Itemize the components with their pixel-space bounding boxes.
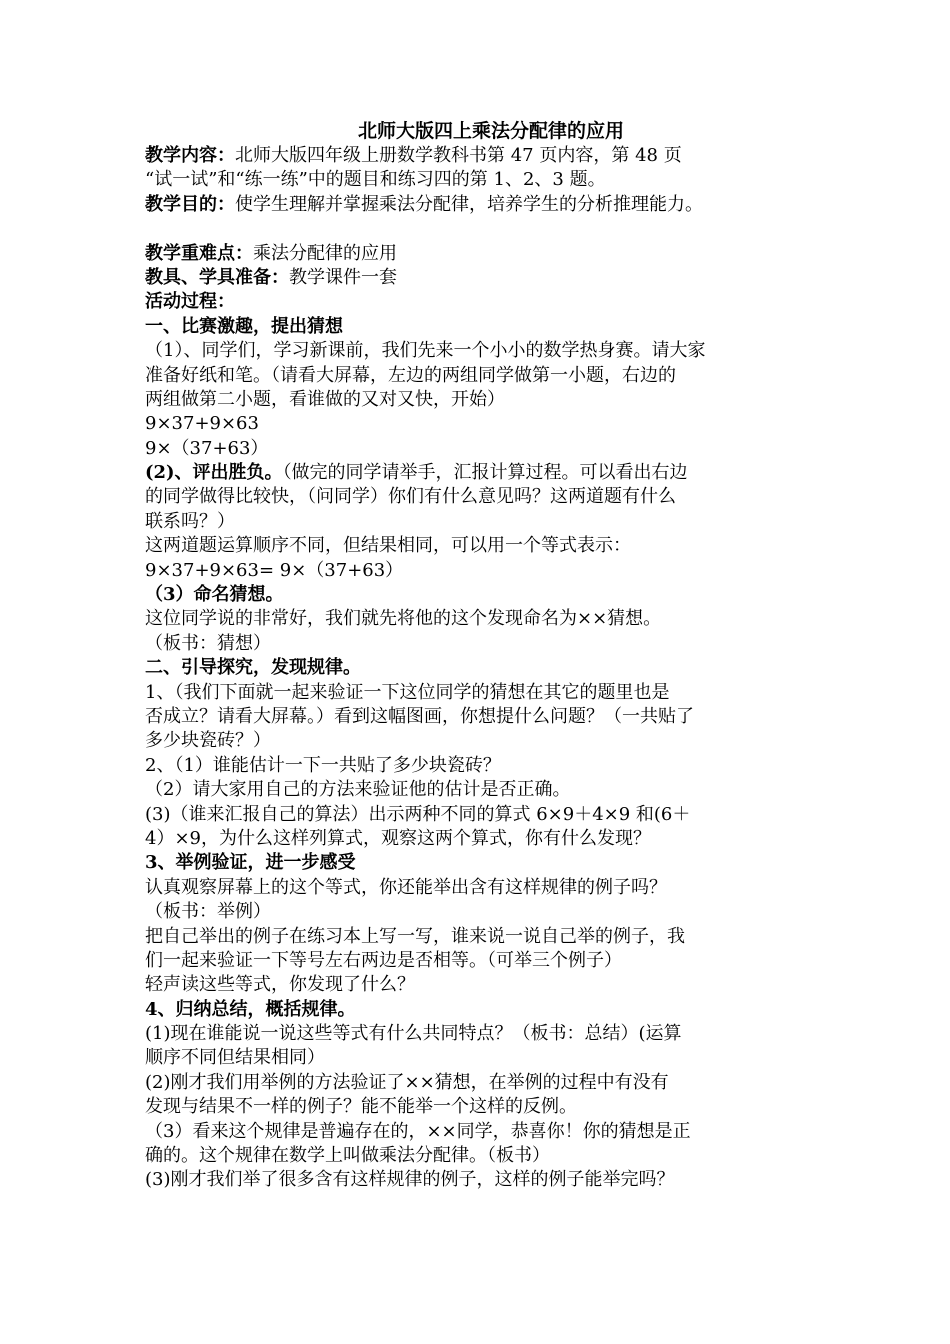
s2-p1-line-2: 否成立？请看大屏幕。）看到这幅图画，你想提什么问题？（一共贴了 xyxy=(145,705,694,727)
goal-label: 教学目的： xyxy=(145,193,235,215)
s2-p3: （2）请大家用自己的方法来验证他的估计是否正确。 xyxy=(145,779,571,801)
s4-p2-line-2: 发现与结果不一样的例子？能不能举一个这样的反例。 xyxy=(145,1096,577,1118)
s4-p3-line-1: （3）看来这个规律是普遍存在的，××同学，恭喜你！你的猜想是正 xyxy=(145,1120,691,1142)
section-1-heading: 一、比赛激趣，提出猜想 xyxy=(145,315,343,337)
s4-p4: (3)刚才我们举了很多含有这样规律的例子，这样的例子能举完吗？ xyxy=(145,1169,675,1191)
s2-p2: 2、（1）谁能估计一下一共贴了多少块瓷砖？ xyxy=(145,754,501,776)
s3-p1: 认真观察屏幕上的这个等式，你还能举出含有这样规律的例子吗？ xyxy=(145,876,667,898)
s4-p2-line-1: (2)刚才我们用举例的方法验证了××猜想，在举例的过程中有没有 xyxy=(145,1071,669,1093)
document-title: 北师大版四上乘法分配律的应用 xyxy=(357,120,624,142)
s2-p4-line-1: (3)（谁来汇报自己的算法）出示两种不同的算式 6×9＋4×9 和(6＋ xyxy=(145,803,691,825)
tools-line xyxy=(145,266,825,290)
s3-p2-line-1: 把自己举出的例子在练习本上写一写，谁来说一说自己举的例子，我 xyxy=(145,925,685,947)
s1-p1-line-1: （1）、同学们，学习新课前，我们先来一个小小的数学热身赛。请大家 xyxy=(145,340,706,362)
s2-p1-line-3: 多少块瓷砖？） xyxy=(145,730,271,752)
s1-p4-heading: （3）命名猜想。 xyxy=(145,584,284,606)
document-page xyxy=(145,118,825,1193)
content-line-1 xyxy=(145,144,825,168)
s3-p3: 轻声读这些等式，你发现了什么？ xyxy=(145,974,415,996)
expression-2: 9×（37+63） xyxy=(145,437,269,459)
goal-line xyxy=(145,193,825,217)
s1-p4-note: （板书：猜想） xyxy=(145,632,271,654)
s1-p1-line-2: 准备好纸和笔。（请看大屏幕，左边的两组同学做第一小题，右边的 xyxy=(145,364,676,386)
s4-p1-line-2: 顺序不同但结果相同） xyxy=(145,1047,325,1069)
s1-p2-line-1 xyxy=(145,461,825,485)
s1-p3: 这两道题运算顺序不同，但结果相同，可以用一个等式表示： xyxy=(145,535,631,557)
s2-p4-line-2: 4）×9，为什么这样列算式，观察这两个算式，你有什么发现？ xyxy=(145,827,651,849)
key-text: 乘法分配律的应用 xyxy=(253,242,397,264)
s2-p1-line-1: 1、（我们下面就一起来验证一下这位同学的猜想在其它的题里也是 xyxy=(145,681,670,703)
s1-p2-label: (2)、评出胜负。 xyxy=(145,462,283,484)
section-3-heading: 3、举例验证，进一步感受 xyxy=(145,852,356,874)
s1-p2-text: （做完的同学请举手，汇报计算过程。可以看出右边 xyxy=(282,462,688,484)
s1-p2-line-2: 的同学做得比较快，（问同学）你们有什么意见吗？这两道题有什么 xyxy=(145,486,676,508)
tools-label: 教具、学具准备： xyxy=(145,266,289,288)
s3-p1-note: （板书：举例） xyxy=(145,901,271,923)
content-label: 教学内容： xyxy=(145,145,235,166)
s1-p4: 这位同学说的非常好，我们就先将他的这个发现命名为××猜想。 xyxy=(145,608,662,630)
content-line-2: “试一试”和“练一练”中的题目和练习四的第 1、2、3 题。 xyxy=(145,169,606,191)
expression-3: 9×37+9×63= 9×（37+63） xyxy=(145,559,404,581)
key-line xyxy=(145,242,825,266)
section-2-heading: 二、引导探究，发现规律。 xyxy=(145,657,361,679)
section-4-heading: 4、归纳总结，概括规律。 xyxy=(145,998,356,1020)
tools-text: 教学课件一套 xyxy=(289,266,397,288)
key-label: 教学重难点： xyxy=(145,242,253,264)
expression-1: 9×37+9×63 xyxy=(145,413,259,435)
content-text-1: 北师大版四年级上册数学教科书第 47 页内容，第 48 页 xyxy=(235,145,682,166)
s4-p3-line-2: 确的。这个规律在数学上叫做乘法分配律。（板书） xyxy=(145,1145,550,1167)
goal-text: 使学生理解并掌握乘法分配律，培养学生的分析推理能力。 xyxy=(235,193,703,215)
process-label: 活动过程： xyxy=(145,291,235,313)
s1-p1-line-3: 两组做第二小题，看谁做的又对又快，开始） xyxy=(145,388,505,410)
s3-p2-line-2: 们一起来验证一下等号左右两边是否相等。（可举三个例子） xyxy=(145,949,622,971)
s1-p2-line-3: 联系吗？） xyxy=(145,510,235,532)
blank-line xyxy=(145,217,825,241)
s4-p1-line-1: (1)现在谁能说一说这些等式有什么共同特点？（板书：总结）(运算 xyxy=(145,1023,682,1045)
